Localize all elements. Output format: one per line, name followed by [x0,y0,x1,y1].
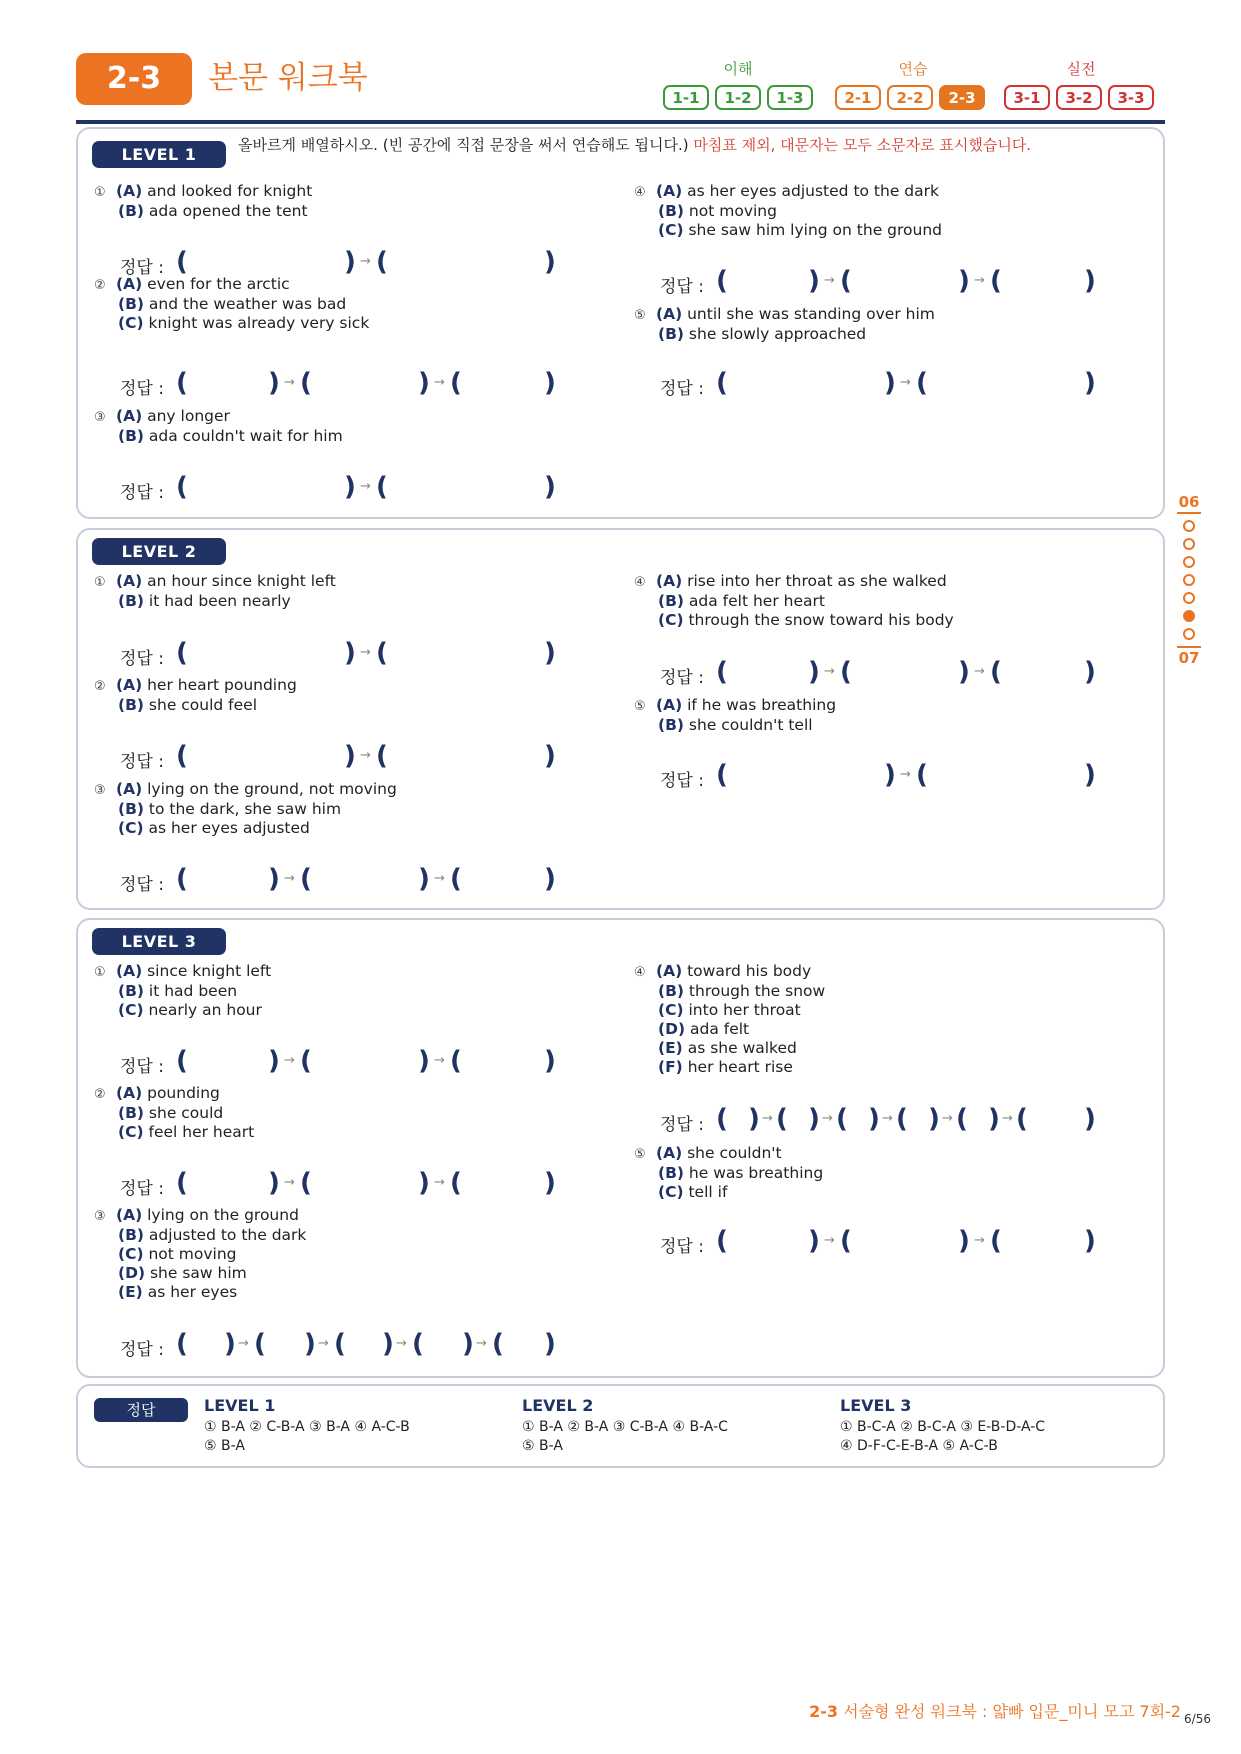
option-letter: (B) [658,202,684,220]
option-letter: (C) [118,819,144,837]
answer-label: 정답 : [120,379,164,399]
question-number: ④ [634,185,646,200]
option-letter: (C) [658,221,684,239]
option-letter: (A) [116,962,143,980]
option-text: nearly an hour [148,1001,262,1019]
answer-row[interactable]: 정답 : ( ) → ( ) → ( ) [660,266,1096,297]
option-letter: (A) [116,572,143,590]
option-text: since knight left [147,962,272,980]
answer-row[interactable]: 정답 : ( ) → ( ) → ( ) [660,657,1096,688]
answer-label: 정답 : [120,752,164,772]
answer-label: 정답 : [120,1340,164,1360]
answer-row[interactable]: 정답 : ( ) → ( ) [660,368,1096,399]
question [634,305,935,344]
option-letter: (A) [656,305,683,323]
option-text: adjusted to the dark [148,1226,307,1244]
question-number: ① [94,965,106,980]
answer-label: 정답 : [120,483,164,503]
option-text: she couldn't tell [688,716,813,734]
answer-key-label: 정답 [94,1398,188,1422]
option-text: as her eyes adjusted to the dark [687,182,939,200]
tabs-real [1004,85,1154,110]
answer-key-box [76,1384,1165,1468]
option-text: her heart rise [687,1058,793,1076]
footer [809,1699,1181,1722]
option-letter: (B) [658,1164,684,1182]
question [94,182,312,221]
option-text: she saw him lying on the ground [688,221,942,239]
level-2-box [76,528,1165,910]
option-letter: (E) [658,1039,683,1057]
answer-row[interactable]: 정답 : ( ) → ( ) → ( ) [120,1046,556,1077]
option-text: lying on the ground [147,1206,299,1224]
option-letter: (B) [658,325,684,343]
question-number: ② [94,1087,106,1102]
option-text: and looked for knight [147,182,313,200]
question [634,696,836,735]
option-letter: (B) [118,1226,144,1244]
option-text: through the snow [688,982,826,1000]
option-text: until she was standing over him [687,305,935,323]
section-tag: 2-3 [76,53,192,105]
option-letter: (A) [116,676,143,694]
option-letter: (D) [658,1020,686,1038]
answer-key-level-2 [522,1396,728,1456]
question [634,1144,823,1202]
option-letter: (A) [116,780,143,798]
question-number: ② [94,278,106,293]
option-letter: (C) [118,1123,144,1141]
answer-row[interactable]: 정답 : ( ) → ( ) [120,741,556,772]
option-text: any longer [147,407,230,425]
option-letter: (A) [656,1144,683,1162]
option-letter: (C) [118,314,144,332]
answer-row[interactable]: 정답 : ( ) → ( ) → ( ) [120,368,556,399]
option-letter: (B) [118,800,144,818]
option-text: feel her heart [148,1123,255,1141]
option-letter: (A) [116,407,143,425]
marker-dot[interactable] [1183,538,1195,550]
option-text: it had been [148,982,238,1000]
option-letter: (C) [658,611,684,629]
answer-label: 정답 : [660,379,704,399]
page-marker-top: 06 [1177,492,1201,514]
question [94,407,343,446]
group-label-real: 실전 [1066,60,1096,78]
tab-3-2[interactable]: 3-2 [1056,85,1102,110]
answer-key-line: ① B-C-A ② B-C-A ③ E-B-D-A-C [840,1419,1046,1435]
option-letter: (B) [118,295,144,313]
question-number: ① [94,575,106,590]
answer-key-level-1 [204,1396,410,1456]
answer-label: 정답 : [660,771,704,791]
tab-3-3[interactable]: 3-3 [1108,85,1154,110]
option-letter: (B) [118,1104,144,1122]
option-letter: (E) [118,1283,143,1301]
question [634,572,954,630]
answer-label: 정답 : [120,1179,164,1199]
option-text: even for the arctic [147,275,290,293]
footer-text: 서술형 완성 워크북 : [838,1702,993,1721]
option-text: ada couldn't wait for him [148,427,343,445]
option-letter: (A) [656,572,683,590]
option-text: he was breathing [688,1164,824,1182]
tab-1-3[interactable]: 1-3 [767,85,813,110]
answer-key-line: ⑤ B-A [204,1438,245,1454]
option-text: to the dark, she saw him [148,800,342,818]
question [94,780,397,838]
answer-key-line: ④ D-F-C-E-B-A ⑤ A-C-B [840,1438,998,1454]
option-text: ada felt her heart [688,592,825,610]
option-letter: (B) [118,982,144,1000]
question [94,1084,254,1142]
question-number: ③ [94,410,106,425]
footer-prefix: 2-3 [809,1702,839,1721]
question-number: ① [94,185,106,200]
question-number: ② [94,679,106,694]
option-letter: (B) [658,592,684,610]
option-letter: (D) [118,1264,146,1282]
answer-key-line: ⑤ B-A [522,1438,563,1454]
answer-label: 정답 : [660,668,704,688]
instruction-main: 올바르게 배열하시오. (빈 공간에 직접 문장을 써서 연습해도 됩니다.) [238,136,689,154]
level-badge: LEVEL 1 [92,141,226,168]
option-text: tell if [688,1183,728,1201]
question [94,962,271,1020]
tab-2-3[interactable]: 2-3 [939,85,985,110]
option-text: an hour since knight left [147,572,336,590]
marker-dot[interactable] [1183,628,1195,640]
question-number: ④ [634,965,646,980]
question [94,676,297,715]
answer-label: 정답 : [660,1115,704,1135]
option-text: lying on the ground, not moving [147,780,397,798]
option-text: not moving [148,1245,237,1263]
option-text: through the snow toward his body [688,611,954,629]
option-letter: (B) [658,716,684,734]
answer-label: 정답 : [120,875,164,895]
level-badge: LEVEL 3 [92,928,226,955]
answer-row[interactable]: 정답 : ( ) → ( ) [120,638,556,669]
header-rule [76,120,1165,124]
option-letter: (C) [658,1183,684,1201]
option-text: and the weather was bad [148,295,347,313]
option-text: ada felt [689,1020,750,1038]
option-letter: (B) [658,982,684,1000]
answer-key-title: LEVEL 2 [522,1396,594,1415]
answer-label: 정답 : [120,649,164,669]
option-text: toward his body [687,962,812,980]
marker-dot-current[interactable] [1183,610,1195,622]
option-letter: (F) [658,1058,683,1076]
page-marker [1177,492,1201,668]
question-number: ③ [94,1209,106,1224]
answer-key-line: ① B-A ② B-A ③ C-B-A ④ B-A-C [522,1419,728,1435]
option-letter: (C) [658,1001,684,1019]
question [94,1206,306,1302]
footer-suffix: 회-2 [1149,1702,1181,1721]
question [94,572,336,611]
marker-dot[interactable] [1183,592,1195,604]
marker-dot[interactable] [1183,574,1195,586]
answer-row[interactable]: 정답 : ( ) → ( ) → ( ) → ( ) → ( ) → ( ) [660,1104,1096,1135]
option-text: if he was breathing [687,696,837,714]
option-text: as her eyes adjusted [148,819,310,837]
answer-row[interactable]: 정답 : ( ) → ( ) → ( ) [120,1168,556,1199]
level-1-box [76,127,1165,519]
option-letter: (B) [118,696,144,714]
option-text: she could [148,1104,224,1122]
answer-row[interactable]: 정답 : ( ) → ( ) [120,472,556,503]
option-letter: (A) [656,962,683,980]
option-text: she couldn't [687,1144,782,1162]
answer-label: 정답 : [660,1237,704,1257]
tab-1-1[interactable]: 1-1 [663,85,709,110]
tabs-understand [663,85,813,110]
answer-row[interactable]: 정답 : ( ) → ( ) [660,760,1096,791]
question [634,962,825,1077]
answer-row[interactable]: 정답 : ( ) → ( ) → ( ) [660,1226,1096,1257]
option-text: not moving [688,202,777,220]
level-badge: LEVEL 2 [92,538,226,565]
answer-row[interactable]: 정답 : ( ) → ( ) → ( ) [120,864,556,895]
answer-key-line: ① B-A ② C-B-A ③ B-A ④ A-C-B [204,1419,410,1435]
question-number: ⑤ [634,1147,646,1162]
tabs-practice [835,85,985,110]
answer-key-title: LEVEL 1 [204,1396,276,1415]
option-text: ada opened the tent [148,202,308,220]
page-title: 본문 워크북 [208,60,368,96]
option-text: she could feel [148,696,258,714]
option-letter: (B) [118,202,144,220]
answer-key-level-3 [840,1396,1045,1456]
option-text: it had been nearly [148,592,291,610]
option-letter: (C) [118,1001,144,1019]
marker-dot[interactable] [1183,556,1195,568]
question [634,182,942,240]
question-number: ⑤ [634,308,646,323]
tab-1-2[interactable]: 1-2 [715,85,761,110]
tab-2-1[interactable]: 2-1 [835,85,881,110]
answer-key-title: LEVEL 3 [840,1396,912,1415]
option-letter: (B) [118,592,144,610]
option-letter: (A) [116,182,143,200]
option-text: she saw him [149,1264,247,1282]
question-number: ⑤ [634,699,646,714]
instruction-note: 마침표 제외, 대문자는 모두 소문자로 표시했습니다. [693,136,1032,154]
option-text: knight was already very sick [148,314,370,332]
group-label-understand: 이해 [723,60,753,78]
answer-row[interactable]: 정답 : ( ) → ( ) → ( ) → ( ) → ( ) [120,1329,556,1360]
instruction [238,136,1158,155]
option-letter: (C) [118,1245,144,1263]
answer-label: 정답 : [660,277,704,297]
option-letter: (A) [656,696,683,714]
level-3-box [76,918,1165,1378]
answer-label: 정답 : [120,1057,164,1077]
question [94,275,369,333]
tab-3-1[interactable]: 3-1 [1004,85,1050,110]
group-label-practice: 연습 [898,60,928,78]
page-number: 6/56 [1184,1712,1211,1726]
option-text: into her throat [688,1001,801,1019]
option-letter: (B) [118,427,144,445]
option-letter: (A) [656,182,683,200]
answer-row[interactable]: 정답 : ( ) → ( ) [120,247,556,278]
option-letter: (A) [116,275,143,293]
page-marker-bottom: 07 [1177,646,1201,668]
option-text: as her eyes [147,1283,238,1301]
answer-label: 정답 : [120,258,164,278]
option-text: her heart pounding [147,676,297,694]
question-number: ④ [634,575,646,590]
option-text: pounding [147,1084,220,1102]
footer-bold: 얇빠 입문_미니 모고 7 [992,1702,1150,1721]
option-letter: (A) [116,1206,143,1224]
marker-dot[interactable] [1183,520,1195,532]
tab-2-2[interactable]: 2-2 [887,85,933,110]
option-text: rise into her throat as she walked [687,572,947,590]
option-text: as she walked [687,1039,797,1057]
question-number: ③ [94,783,106,798]
option-text: she slowly approached [688,325,867,343]
option-letter: (A) [116,1084,143,1102]
